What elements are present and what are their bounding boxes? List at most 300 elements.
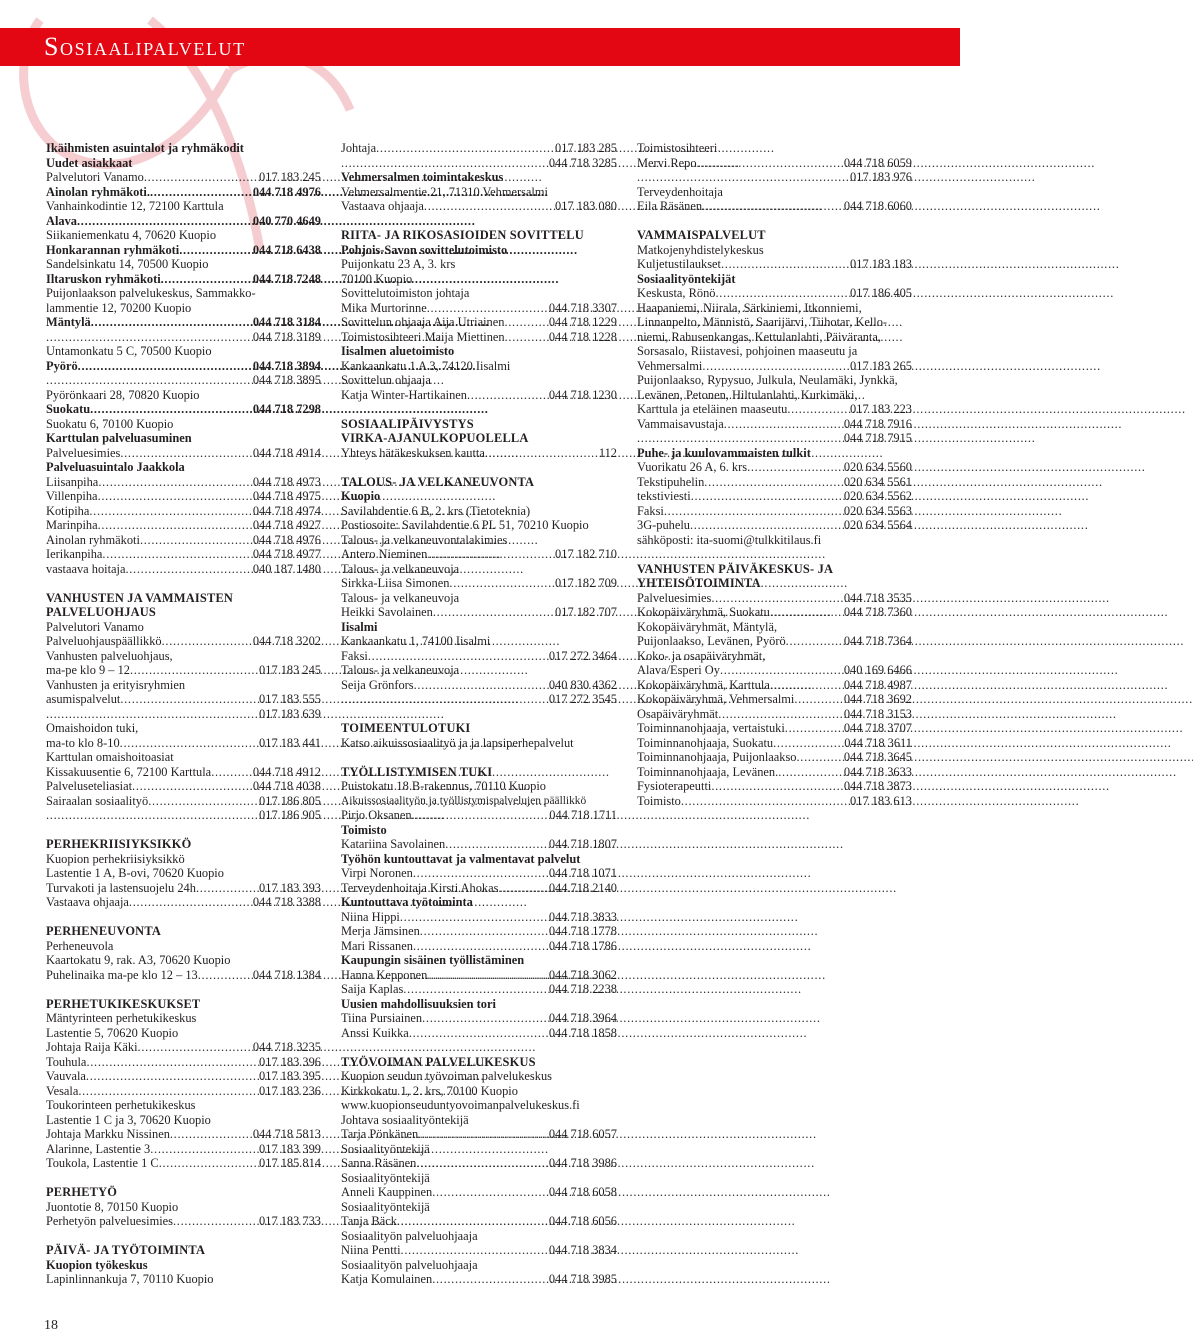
dot-leader: [445, 837, 546, 852]
subheading: Iisalmen aluetoimisto: [341, 344, 455, 358]
entry-phone: 017 186 905: [259, 808, 321, 822]
entry-phone: 044 718 4914: [252, 445, 321, 460]
dot-leader: [505, 330, 546, 345]
entry-label: 3G-puhelu: [637, 518, 690, 532]
directory-entry: [46, 402, 321, 417]
section-heading: TYÖVOIMAN PALVELUKESKUS: [341, 1054, 536, 1069]
entry-phone: 044 718 3895: [252, 373, 321, 387]
text-line: Johtava sosiaalityöntekijä: [341, 1112, 469, 1127]
dot-leader: [420, 924, 546, 939]
dot-leader: [413, 939, 546, 954]
dot-leader: [432, 1272, 546, 1287]
subheading: Kaupungin sisäinen työllistäminen: [341, 953, 525, 967]
dot-leader: [403, 982, 546, 997]
text-line: Savilahdentie 6 B, 2. krs (Tietoteknia): [341, 503, 531, 518]
directory-entry: [46, 243, 321, 258]
directory-entry: [637, 678, 912, 693]
text-line: Katso aikuissosiaalityö ja ja lapsiperhepalvelut: [341, 735, 574, 750]
entry-phone: 044 718 6060: [843, 199, 912, 213]
dot-leader: [179, 243, 250, 258]
dot-leader: [401, 1243, 546, 1258]
dot-leader: [786, 634, 841, 649]
entry-phone: 017 183 265: [850, 358, 912, 373]
entry-label: Niina Hippi: [341, 909, 400, 924]
directory-entry: [341, 547, 617, 562]
directory-entry: [637, 736, 912, 751]
entry-phone: 017 183 733: [259, 1214, 321, 1228]
entry-label: Katja Komulainen: [341, 1272, 433, 1286]
entry-phone: 017 183 396: [259, 1054, 321, 1069]
entry-label: Toiminnanohjaaja, Levänen.: [637, 764, 779, 779]
directory-entry: [637, 156, 912, 171]
dot-leader: [720, 663, 841, 678]
entry-phone: 017 183 976: [850, 170, 912, 184]
dot-leader: [170, 1127, 250, 1142]
dot-leader: [412, 808, 547, 823]
entry-phone: 044 718 2238: [548, 982, 617, 996]
subheading: Uudet asiakkaat: [46, 155, 133, 170]
text-line: Untamonkatu 5 C, 70500 Kuopio: [46, 344, 212, 358]
directory-entry: [46, 489, 321, 504]
directory-entry: [637, 402, 912, 417]
subheading: Sosiaalityöntekijät: [637, 271, 736, 286]
directory-entry: [341, 968, 617, 983]
text-line: Palvelutori Vanamo: [46, 619, 144, 634]
entry-label: Toukola, Lastentie 1 C: [46, 1156, 159, 1170]
text-line: Karttulan omaishoitoasiat: [46, 750, 174, 764]
entry-phone: 044 718 3692: [843, 692, 912, 706]
entry-phone: 044 718 3153: [843, 706, 912, 721]
dot-leader: [498, 881, 545, 896]
directory-entry: [46, 779, 321, 794]
directory-entry: [46, 185, 321, 200]
entry-label: ma-to klo 8-10: [46, 735, 120, 750]
text-line: Lastentie 1 A, B-ovi, 70620 Kuopio: [46, 866, 224, 880]
entry-phone: 017 182 709: [555, 576, 617, 590]
directory-entry: [637, 663, 912, 678]
entry-label: Mäntylä: [46, 315, 91, 329]
entry-phone: 040 187 1480: [252, 561, 321, 576]
entry-label: Mika Murtorinne: [341, 300, 427, 315]
directory-entry: [46, 1214, 321, 1229]
entry-label: Tekstipuhelin: [637, 474, 705, 489]
dot-leader: [664, 504, 841, 519]
directory-entry: [46, 562, 321, 577]
text-line: Terveydenhoitaja: [637, 184, 723, 199]
entry-phone: 017 182 710: [555, 547, 617, 561]
entry-phone: 017 183 613: [850, 793, 912, 808]
directory-entry: [637, 591, 912, 606]
page-number: 18: [44, 1318, 58, 1333]
directory-entry: [637, 286, 912, 301]
directory-entry: [46, 1069, 321, 1084]
dot-leader: [702, 359, 847, 374]
text-line: Sovittelutoimiston johtaja: [341, 286, 470, 300]
directory-entry: [341, 1214, 617, 1229]
dot-leader: [161, 272, 250, 287]
dot-leader: [770, 678, 841, 693]
entry-label: Ainolan ryhmäkoti: [46, 532, 140, 547]
entry-label: Seija Grönfors: [341, 677, 414, 692]
subheading: Iisalmi: [341, 619, 378, 634]
entry-label: Osapäiväryhmät: [637, 706, 719, 721]
subheading: Karttulan palveluasuminen: [46, 431, 192, 445]
entry-label: Antero Nieminen: [341, 547, 428, 561]
dot-leader: [368, 649, 546, 664]
directory-entry: [637, 359, 912, 374]
directory-entry: [637, 460, 912, 475]
text-line: Talous- ja velkaneuvoja: [341, 561, 460, 576]
entry-phone: 044 718 5813: [252, 1127, 321, 1141]
entry-label: Toimistosihteeri Maija Miettinen: [341, 329, 505, 344]
text-line: lammentie 12, 70200 Kuopio: [46, 300, 192, 315]
entry-label: Kotipiha: [46, 503, 90, 518]
directory-entry: [637, 765, 912, 780]
entry-label: Karttula ja eteläinen maaseutu: [637, 402, 788, 416]
text-line: Kankaankatu 1 A 3, 74120 Iisalmi: [341, 358, 511, 373]
entry-label: Liisanpiha: [46, 474, 99, 489]
entry-label: Faksi: [341, 648, 368, 663]
directory-entry: [341, 866, 617, 881]
entry-phone: 044 718 1858: [548, 1025, 617, 1040]
directory-entry: [46, 736, 321, 751]
entry-phone: 044 718 3307: [548, 300, 617, 315]
directory-entry: [341, 1272, 617, 1287]
entry-phone: 020 634 5560: [843, 460, 912, 474]
entry-label: Johtaja Raija Käki: [46, 1040, 138, 1054]
section-heading: PERHETYÖ: [46, 1185, 118, 1199]
dot-leader: [78, 359, 250, 374]
text-line: Puijonlaakso, Rypysuo, Julkula, Neulamäki, Jynkkä,: [637, 373, 898, 387]
entry-label: Vesala: [46, 1083, 79, 1098]
dot-leader: [148, 794, 256, 809]
entry-label: Fysioterapeutti: [637, 779, 712, 793]
entry-label: Kokopäiväryhmä, Karttula: [637, 677, 770, 692]
text-line: Lapinlinnankuja 7, 70110 Kuopio: [46, 1272, 214, 1286]
entry-label: Palveluohjauspäällikkö: [46, 634, 162, 648]
entry-label: Yhteys hätäkeskuksen kautta: [341, 445, 485, 460]
entry-label: Suokatu: [46, 402, 91, 416]
directory-entry: [637, 721, 912, 736]
dot-leader: [159, 1156, 256, 1171]
entry-phone: 044 718 3285: [548, 155, 617, 170]
entry-label: Palveluesimies: [46, 445, 121, 460]
directory-entry: [46, 808, 321, 823]
dot-leader: [409, 1026, 546, 1041]
entry-label: Virpi Noronen: [341, 866, 413, 880]
dot-leader: [715, 286, 847, 301]
section-heading: PERHENEUVONTA: [46, 924, 162, 938]
text-line: Linnanpelto, Männistö, Saarijärvi, Tiihotar, Kello-: [637, 315, 888, 329]
section-heading: TYÖLLISTYMISEN TUKI: [341, 764, 493, 779]
dot-leader: [467, 388, 546, 403]
entry-phone: 044 718 1778: [548, 924, 617, 938]
entry-label: Ierikanpiha: [46, 547, 103, 561]
entry-label: Sovittelun ohjaaja Aija Utriainen: [341, 315, 505, 329]
text-line: Matkojenyhdistelykeskus: [637, 242, 764, 257]
entry-phone: 017 183 080: [555, 199, 617, 213]
entry-phone: 017 272 3545: [548, 692, 617, 706]
text-line: Lastentie 1 C ja 3, 70620 Kuopio: [46, 1112, 211, 1127]
entry-phone: 112: [598, 445, 617, 460]
text-line: Sosiaalityöntekijä: [341, 1141, 430, 1156]
section-heading: PERHETUKIKESKUKSET: [46, 996, 201, 1011]
subheading: Vehmersalmen toimintakeskus: [341, 170, 504, 184]
entry-phone: 044 718 1786: [548, 938, 617, 953]
subheading: Puhe- ja kuulovammaisten tulkit: [637, 445, 811, 460]
text-line: Levänen, Petonen, Hiltulanlahti, Kurkimäki,: [637, 387, 858, 402]
dot-leader: [120, 736, 256, 751]
entry-label: Kuljetustilaukset: [637, 257, 721, 271]
entry-label: Kokopäiväryhmä, Vehmersalmi: [637, 692, 795, 706]
text-line: Puistokatu 18 B-rakennus, 70110 Kuopio: [341, 779, 547, 793]
directory-entry: [341, 388, 617, 403]
entry-phone: 044 718 7364: [843, 634, 912, 648]
text-line: Vehmersalmentie 21, 71310 Vehmersalmi: [341, 184, 548, 199]
directory-entry: [46, 1142, 321, 1157]
entry-phone: 044 718 7915: [843, 431, 912, 445]
dot-leader: [90, 402, 250, 417]
directory-entry: [341, 678, 617, 693]
entry-label: Puijonlaakso, Levänen, Pyörö: [637, 634, 786, 648]
entry-phone: 044 718 1071: [548, 866, 617, 880]
entry-label: Sanna Räsänen: [341, 1156, 417, 1170]
entry-phone: 017 183 393: [259, 880, 321, 895]
directory-entry: [341, 939, 617, 954]
entry-phone: 044 718 1229: [548, 315, 617, 329]
entry-phone: 020 634 5561: [843, 474, 912, 489]
entry-phone: 044 718 7360: [843, 605, 912, 619]
entry-label: Alava: [46, 213, 77, 228]
directory-entry: [46, 881, 321, 896]
entry-phone: 044 718 1711: [549, 808, 617, 822]
directory-entry: [341, 156, 617, 171]
entry-label: Hanna Kepponen: [341, 967, 428, 982]
entry-label: Tanja Bäck: [341, 1214, 397, 1228]
directory-entry: [46, 968, 321, 983]
text-line: Vanhusten palveluohjaus,: [46, 648, 173, 663]
entry-label: Heikki Savolainen: [341, 605, 433, 619]
section-heading: TOIMEENTULOTUKI: [341, 721, 471, 735]
dot-leader: [162, 634, 250, 649]
directory-entry: [637, 199, 912, 214]
dot-leader: [89, 504, 249, 519]
entry-phone: 020 634 5563: [843, 503, 912, 518]
text-line: Pyörönkaari 28, 70820 Kuopio: [46, 387, 200, 402]
entry-label: Faksi: [637, 503, 664, 518]
directory-entry: [637, 431, 912, 446]
directory-entry: [46, 170, 321, 185]
text-line: Kaartokatu 9, rak. A3, 70620 Kuopio: [46, 953, 231, 967]
directory-entry: [341, 808, 617, 823]
entry-phone: 017 183 245: [259, 170, 321, 184]
directory-entry: [341, 576, 617, 591]
dot-leader: [98, 489, 250, 504]
dot-leader: [794, 692, 840, 707]
dot-leader: [341, 156, 546, 171]
entry-label: Palveluseteliasiat: [46, 779, 133, 793]
entry-label: Vammaisavustaja: [637, 416, 724, 431]
text-line: Sosiaalityön palveluohjaaja: [341, 1228, 478, 1243]
text-line: 70100 Kuopio: [341, 271, 413, 286]
subheading: Pohjois-Savon sovittelutoimisto: [341, 242, 508, 257]
dot-leader: [416, 1156, 545, 1171]
entry-label: Vauvala: [46, 1069, 86, 1083]
entry-label: Toiminnanohjaaja, Suokatu: [637, 735, 774, 750]
directory-entry: [341, 1026, 617, 1041]
subheading: Kuopio: [341, 489, 381, 503]
entry-label: Saija Kaplas: [341, 982, 404, 996]
entry-label: asumispalvelut: [46, 692, 121, 706]
entry-label: Touhula: [46, 1054, 87, 1069]
directory-entry: [341, 330, 617, 345]
entry-phone: 044 718 4975: [252, 489, 321, 503]
directory-entry: [637, 504, 912, 519]
entry-label: Eila Räsänen: [637, 199, 703, 213]
dot-leader: [747, 460, 841, 475]
directory-entry: [46, 547, 321, 562]
directory-entry: [46, 634, 321, 649]
text-line: Suokatu 6, 70100 Kuopio: [46, 416, 174, 431]
text-line: Kankaankatu 1, 74100 Iisalmi: [341, 634, 491, 648]
dot-leader: [711, 591, 841, 606]
entry-phone: 044 718 3645: [843, 750, 912, 764]
entry-phone: 044 718 3633: [843, 764, 912, 779]
dot-leader: [449, 576, 552, 591]
entry-phone: 020 634 5564: [843, 518, 912, 532]
dot-leader: [697, 156, 841, 171]
directory-entry: [637, 707, 912, 722]
directory-entry: [46, 692, 321, 707]
directory-entry: [637, 489, 912, 504]
entry-label: Sairaalan sosiaalityö: [46, 793, 149, 808]
dot-leader: [422, 1011, 546, 1026]
entry-label: Mervi Repo: [637, 155, 697, 170]
entry-label: Kissakuusentie 6, 72100 Karttula: [46, 764, 212, 779]
dot-leader: [129, 895, 250, 910]
text-line: Vanhainkodintie 12, 72100 Karttula: [46, 199, 224, 213]
dot-leader: [150, 1142, 256, 1157]
entry-label: Kokopäiväryhmä, Suokatu: [637, 605, 770, 619]
text-line: Toimistosihteeri: [637, 141, 718, 155]
directory-entry: [637, 518, 912, 533]
directory-entry: [341, 1243, 617, 1258]
entry-phone: 044 718 3964: [548, 1011, 617, 1025]
entry-phone: 044 718 4973: [252, 474, 321, 489]
dot-leader: [427, 547, 552, 562]
entry-phone: 044 718 6057: [548, 1127, 617, 1141]
entry-phone: 044 718 3894: [252, 358, 321, 373]
entry-phone: 044 718 4976: [252, 184, 321, 199]
dot-leader: [433, 605, 552, 620]
entry-phone: 044 718 4987: [843, 677, 912, 692]
dot-leader: [400, 910, 546, 925]
entry-phone: 044 718 3873: [843, 779, 912, 793]
entry-label: Vuorikatu 26 A, 6. krs: [637, 460, 748, 474]
directory-entry: [341, 141, 617, 156]
entry-label: Mari Rissanen: [341, 938, 413, 953]
entry-phone: 017 183 183: [850, 257, 912, 271]
entry-label: tekstiviesti: [637, 489, 691, 503]
entry-label: Marinpiha: [46, 518, 98, 532]
entry-phone: 044 718 4912: [252, 764, 321, 779]
dot-leader: [724, 417, 841, 432]
text-line: Kuopion seudun työvoiman palvelukeskus: [341, 1069, 552, 1083]
entry-phone: 017 183 639: [259, 706, 321, 721]
directory-entry: [637, 794, 912, 809]
dot-leader: [485, 446, 596, 461]
section-heading: SOSIAALIPÄIVYSTYS: [341, 416, 474, 431]
directory-entry: [341, 881, 617, 896]
entry-label: Keskusta, Rönö: [637, 286, 716, 300]
entry-label: Toiminnanohjaaja, Puijonlaakso: [637, 750, 797, 764]
text-line: Talous- ja velkaneuvontalakimies: [341, 532, 508, 547]
entry-label: Alarinne, Lastentie 3: [46, 1141, 151, 1156]
directory-entry: [637, 170, 912, 185]
entry-label: Iltaruskon ryhmäkoti: [46, 271, 161, 286]
entry-label: Toiminnanohjaaja, vertaistuki: [637, 721, 785, 735]
dot-leader: [102, 547, 249, 562]
subheading: Ikäihmisten asuintalot ja ryhmäkodit: [46, 141, 244, 155]
dot-leader: [787, 402, 847, 417]
dot-leader: [46, 373, 250, 388]
subheading: Kuopion työkeskus: [46, 1257, 148, 1272]
entry-phone: 040 830 4362: [548, 677, 617, 692]
directory-entry: [637, 417, 912, 432]
directory-entry: [637, 750, 912, 765]
entry-phone: 044 718 1384: [252, 967, 321, 982]
dot-leader: [397, 1214, 546, 1229]
dot-leader: [711, 779, 841, 794]
entry-label: Terveydenhoitaja Kirsti Ahokas: [341, 880, 499, 895]
title-banner: [0, 28, 960, 66]
directory-entry: [341, 446, 617, 461]
entry-phone: 044 718 1807: [548, 837, 617, 851]
dot-leader: [173, 1214, 256, 1229]
directory-entry: [341, 315, 617, 330]
directory-entry: [341, 301, 617, 316]
entry-phone: 017 183 245: [259, 663, 321, 677]
directory-entry: [341, 982, 617, 997]
entry-phone: 044 718 6058: [548, 1185, 617, 1199]
entry-phone: 017 186 405: [850, 286, 912, 300]
entry-label: Katariina Savolainen: [341, 837, 446, 851]
dot-leader: [86, 1069, 256, 1084]
directory-entry: [46, 1055, 321, 1070]
directory-entry: [46, 504, 321, 519]
entry-label: Ainolan ryhmäkoti.: [46, 184, 150, 199]
entry-phone: 017 182 707: [555, 605, 617, 619]
directory-entry: [341, 199, 617, 214]
directory-entry: [46, 765, 321, 780]
entry-phone: 044 718 3986: [548, 1156, 617, 1170]
entry-phone: 017 183 236: [259, 1083, 321, 1098]
entry-phone: 017 183 395: [259, 1069, 321, 1083]
entry-phone: 017 183 223: [850, 402, 912, 416]
dot-leader: [637, 431, 841, 446]
entry-label: Vastaava ohjaaja: [46, 895, 129, 909]
entry-phone: 044 718 1228: [548, 329, 617, 344]
entry-label: Toimisto: [637, 793, 681, 808]
text-line: sähköposti: ita-suomi@tulkkitilaus.fi: [637, 532, 822, 547]
section-heading: VAMMAISPALVELUT: [637, 228, 766, 242]
dot-leader: [98, 475, 250, 490]
text-line: Puijonlaakson palvelukeskus, Sammakko-: [46, 286, 256, 300]
entry-phone: 017 183 555: [259, 692, 321, 706]
entry-phone: 044 718 4977: [252, 547, 321, 561]
dot-leader: [637, 170, 847, 185]
entry-label: Palveluesimies: [637, 590, 712, 605]
